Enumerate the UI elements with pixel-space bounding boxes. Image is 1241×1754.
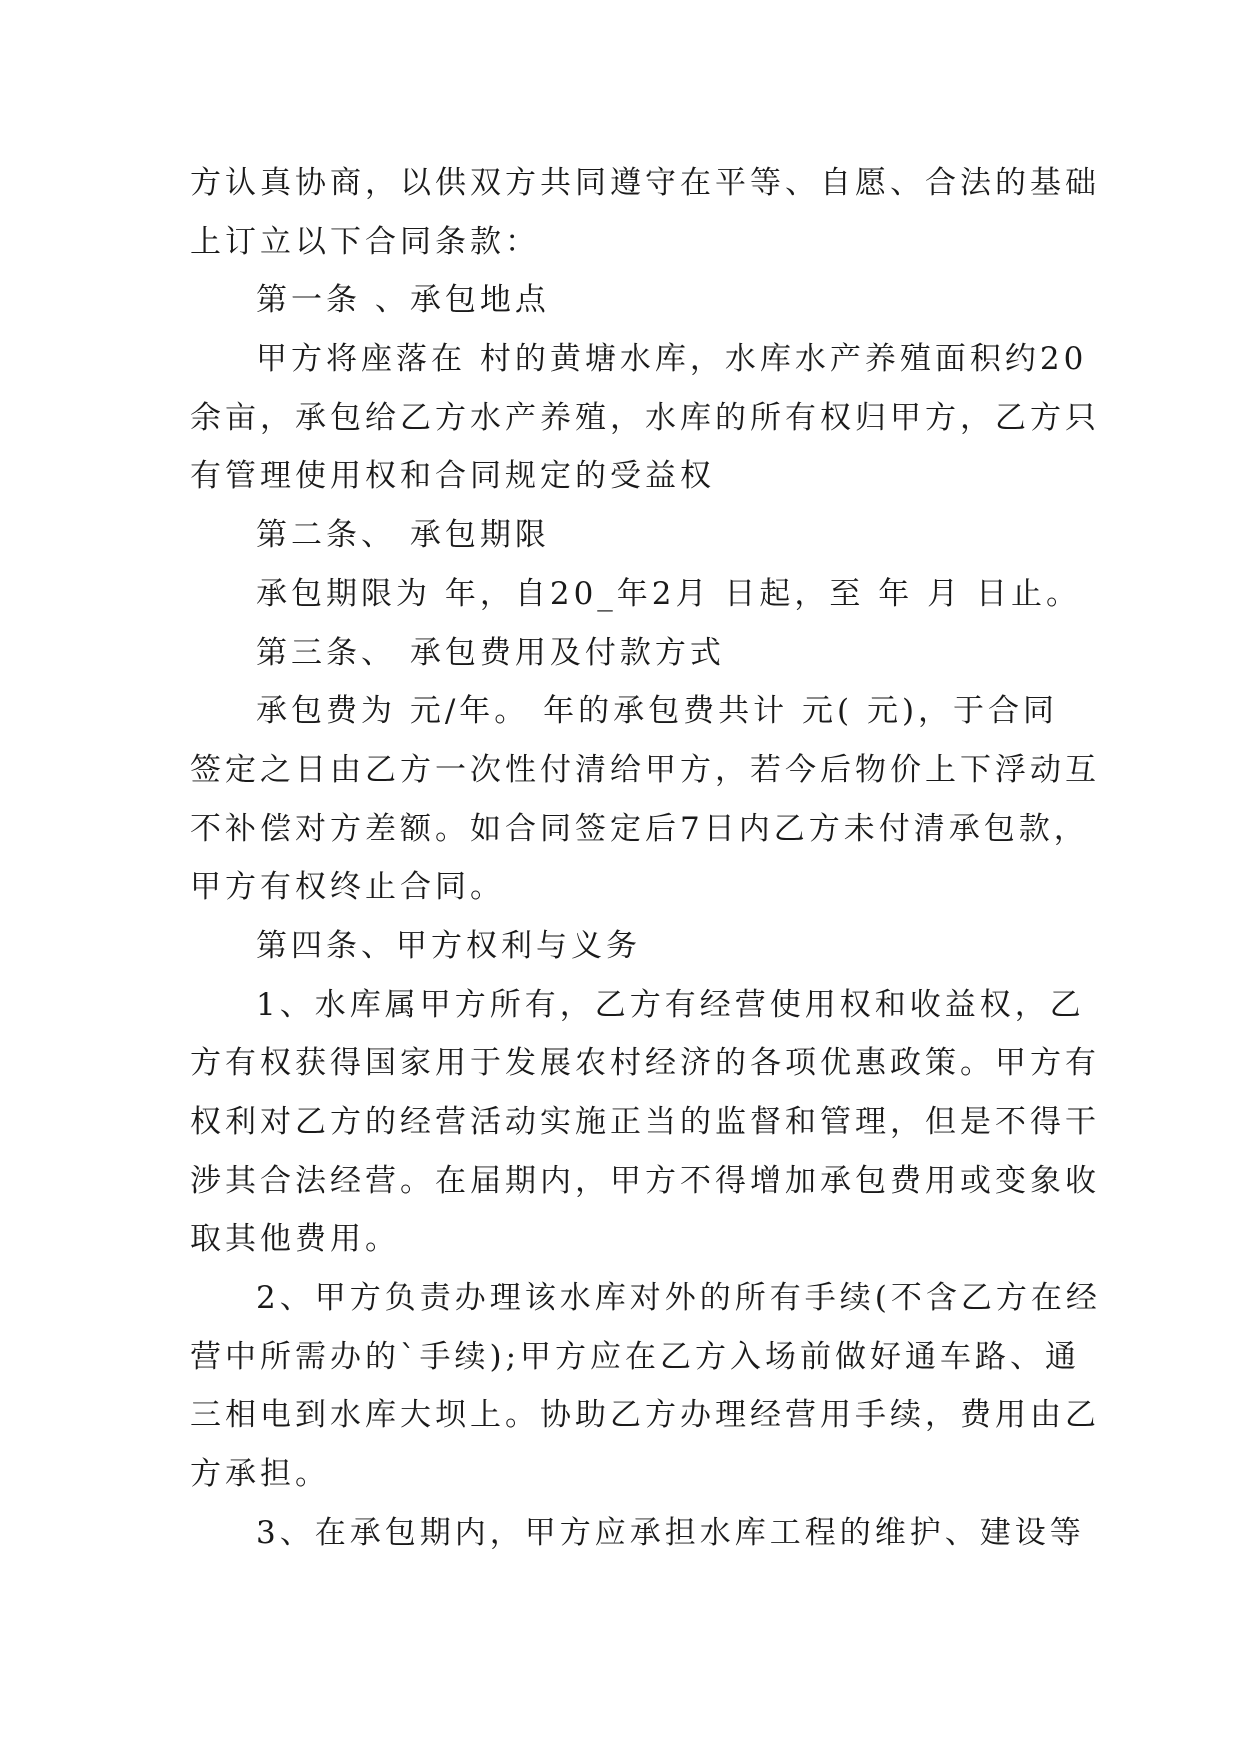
section-heading: 第三条、 承包费用及付款方式 — [256, 634, 725, 671]
text-line: 承包费为 元/年。 年的承包费共计 元( 元)，于合同 — [256, 693, 1059, 730]
text-line: 余亩，承包给乙方水产养殖，水库的所有权归甲方，乙方只 — [190, 399, 1100, 436]
text-line: 承包期限为 年，自20_年2月 日起，至 年 月 日止。 — [256, 575, 1081, 612]
section-heading: 第一条 、承包地点 — [256, 282, 550, 319]
text-line: 三相电到水库大坝上。协助乙方办理经营用手续，费用由乙 — [190, 1397, 1100, 1434]
text-line: 2、甲方负责办理该水库对外的所有手续(不含乙方在经 — [256, 1280, 1101, 1317]
text-line: 甲方有权终止合同。 — [190, 869, 505, 906]
text-line: 方承担。 — [190, 1456, 330, 1493]
text-line: 方认真协商，以供双方共同遵守在平等、自愿、合法的基础 — [190, 165, 1100, 201]
text-line: 营中所需办的`手续);甲方应在乙方入场前做好通车路、通 — [190, 1338, 1081, 1375]
text-line: 签定之日由乙方一次性付清给甲方，若今后物价上下浮动互 — [190, 751, 1100, 788]
text-line: 有管理使用权和合同规定的受益权 — [190, 458, 715, 495]
text-line: 1、水库属甲方所有，乙方有经营使用权和收益权，乙 — [256, 986, 1085, 1023]
text-line: 3、在承包期内，甲方应承担水库工程的维护、建设等 — [256, 1514, 1085, 1551]
section-heading: 第二条、 承包期限 — [256, 517, 550, 554]
text-line: 上订立以下合同条款： — [190, 223, 540, 260]
text-line: 不补偿对方差额。如合同签定后7日内乙方未付清承包款， — [190, 810, 1089, 847]
text-line: 方有权获得国家用于发展农村经济的各项优惠政策。甲方有 — [190, 1045, 1100, 1082]
text-line: 取其他费用。 — [190, 1221, 400, 1258]
text-line: 甲方将座落在 村的黄塘水库，水库水产养殖面积约20 — [256, 341, 1088, 378]
document-body — [190, 154, 1101, 1563]
section-heading: 第四条、甲方权利与义务 — [256, 927, 641, 964]
text-line: 涉其合法经营。在届期内，甲方不得增加承包费用或变象收 — [190, 1162, 1100, 1199]
text-line: 权利对乙方的经营活动实施正当的监督和管理，但是不得干 — [190, 1104, 1100, 1140]
